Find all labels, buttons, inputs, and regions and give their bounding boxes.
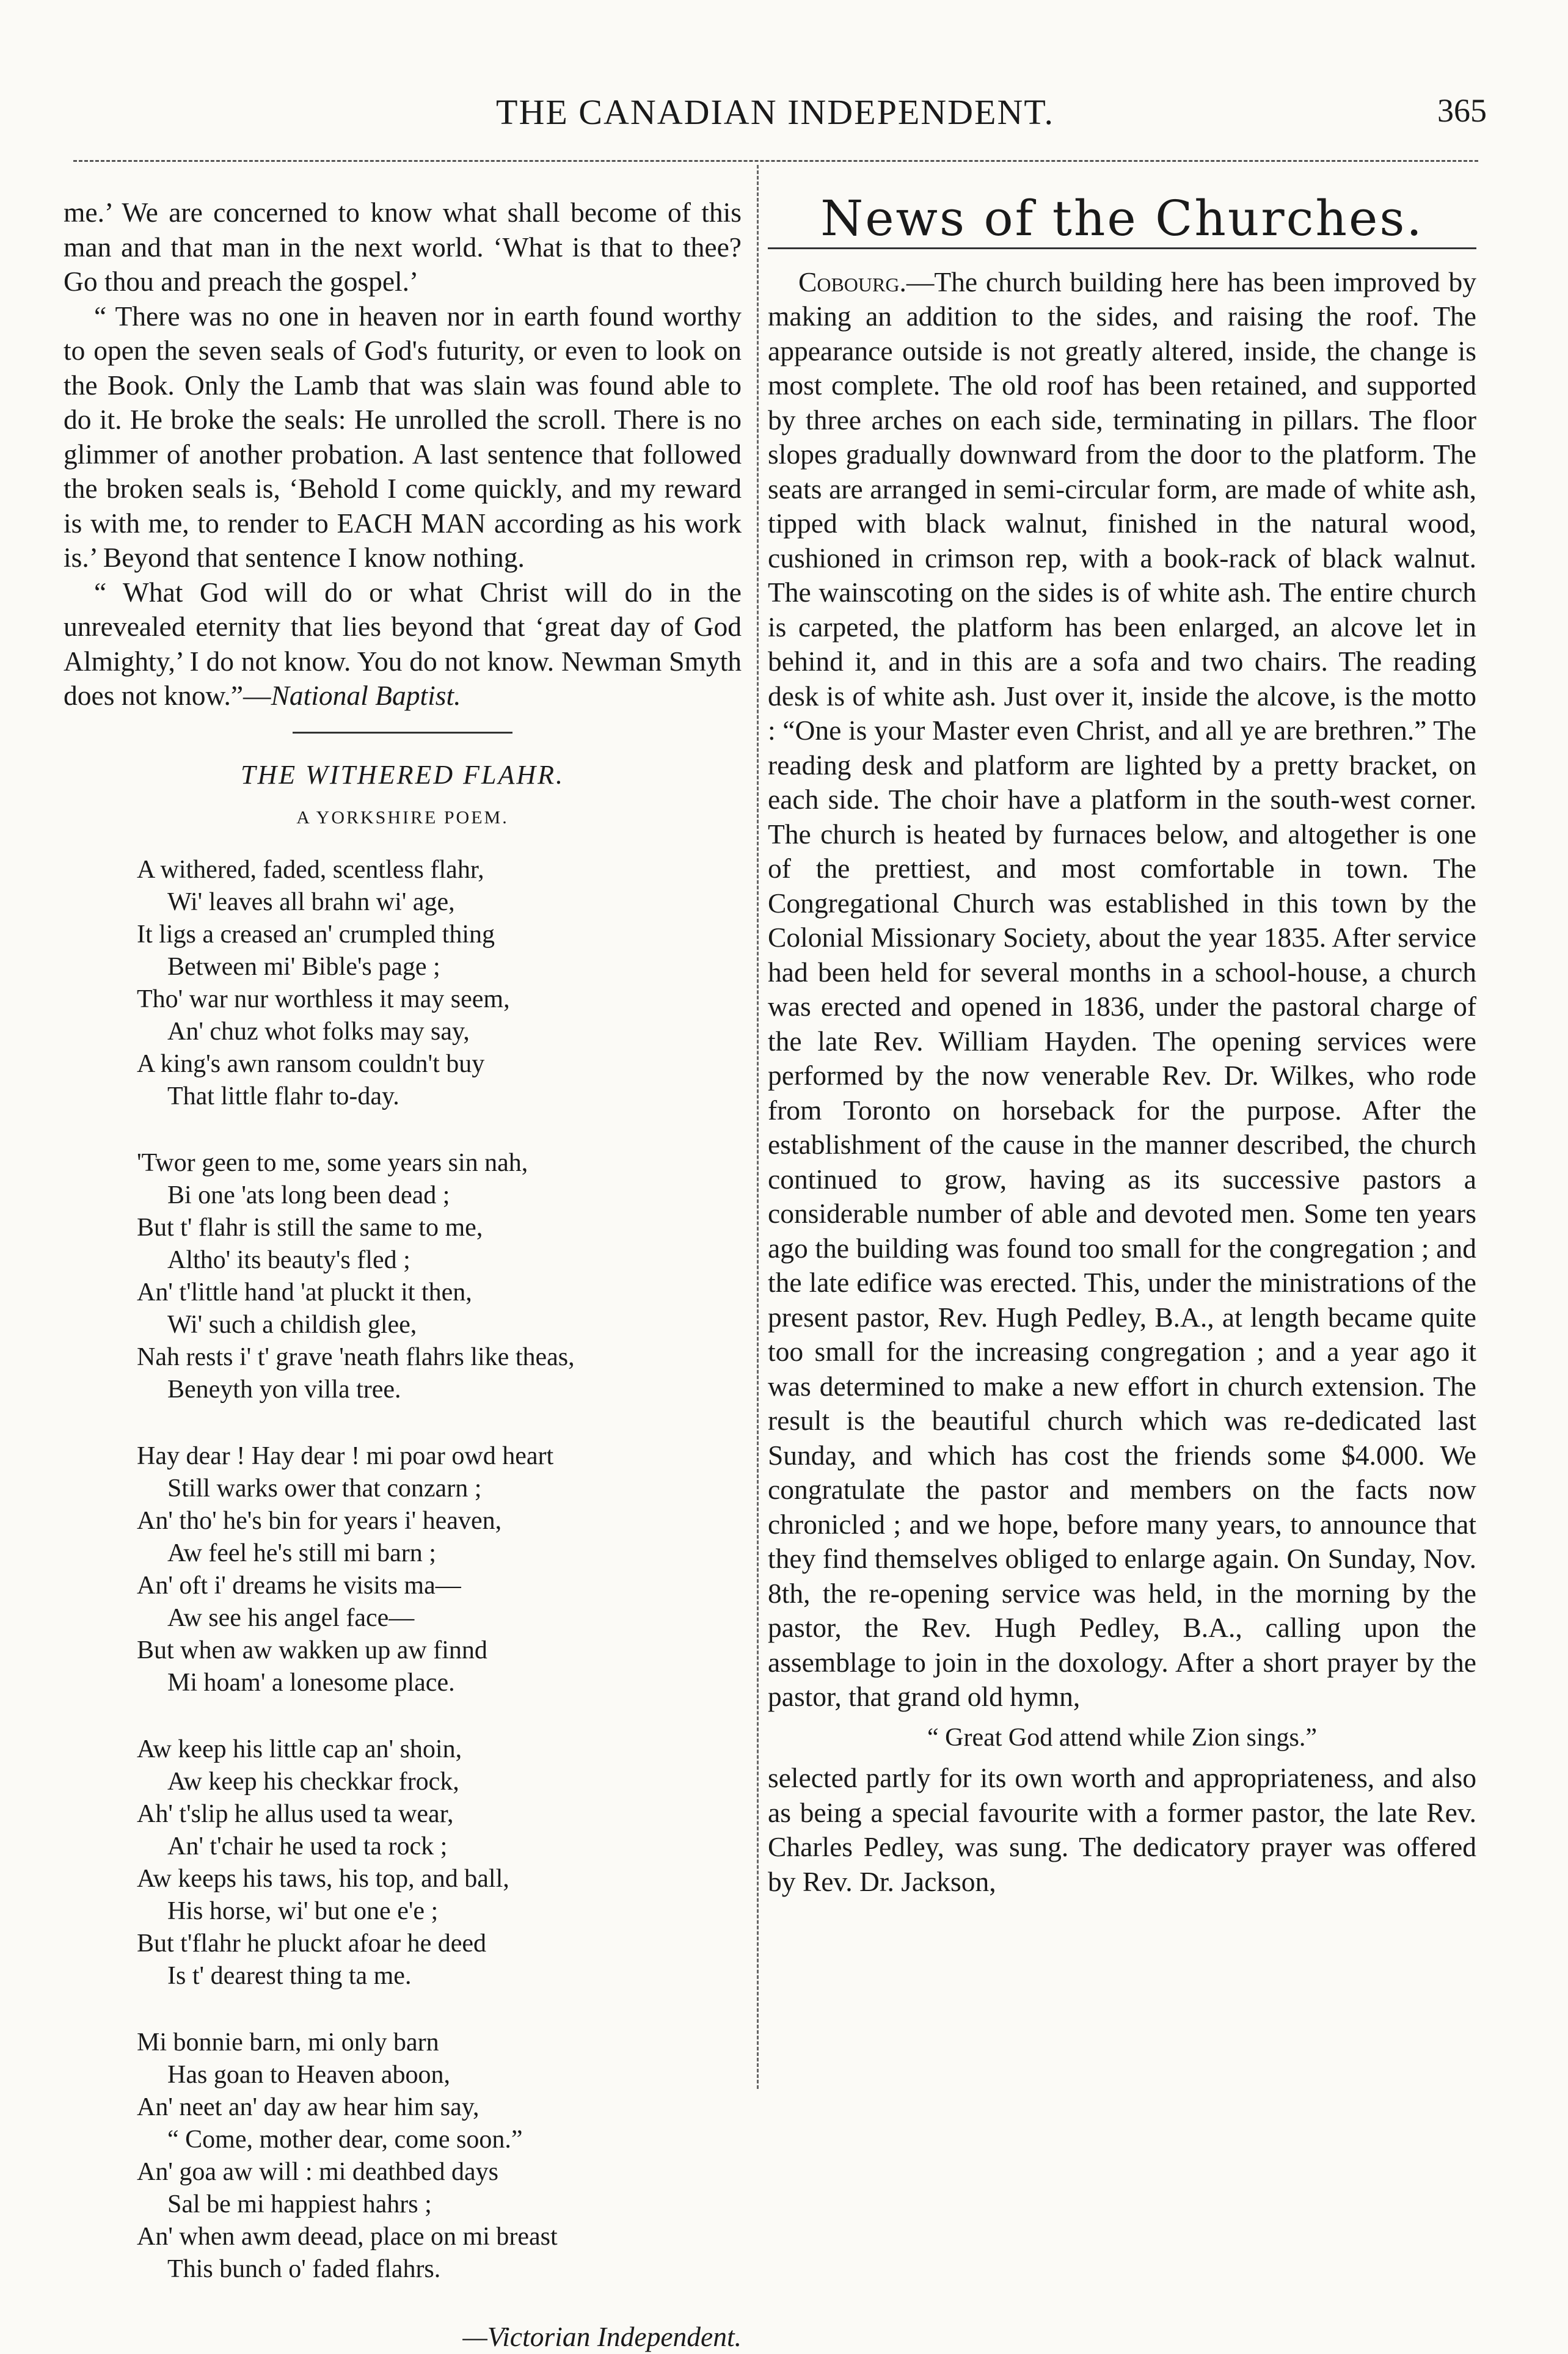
poem-line: His horse, wi' but one e'e ;: [137, 1895, 742, 1928]
journal-title: THE CANADIAN INDEPENDENT.: [64, 92, 1487, 133]
poem-line: Bi one 'ats long been dead ;: [137, 1179, 742, 1212]
right-column: [768, 202, 1476, 1899]
poem-line: Wi' leaves all brahn wi' age,: [137, 886, 742, 919]
intro-paragraph: me.’ We are concerned to know what shall become of this man and that man in the next world. ‘What is that to thee? Go thou and preach the gospel.’: [64, 195, 742, 299]
section-rule: [768, 247, 1476, 249]
poem-line: An' chuz whot folks may say,: [137, 1016, 742, 1048]
poem-line: An' oft i' dreams he visits ma—: [137, 1570, 742, 1602]
poem-line: Sal be mi happiest hahrs ;: [137, 2188, 742, 2221]
article-paragraph: Cobourg.—The church building here has been improved by making an addition to the sides, and raising the roof. The appearance outside is not greatly altered, inside, the change is most complete. The old roof has been retained, and supported by three arches on each side, terminating in pillars. The floor slopes gradually downward from the door to the platform. The seats are arranged in semi-circular form, are made of white ash, tipped with black walnut, finished in the natural wood, cushioned in crimson rep, with a book-rack of black walnut. The wainscoting on the sides is of white ash. The entire church is carpeted, the platform has been enlarged, an alcove let in behind it, and in this are a sofa and two chairs. The reading desk is of white ash. Just over it, inside the alcove, is the motto : “One is your Master even Christ, and all ye are brethren.” The reading desk and platform are lighted by a pretty bracket, on each side. The choir have a platform in the south-west corner. The church is heated by furnaces below, and altogether is one of the prettiest, and most comfortable in town. The Congregational Church was established in this town by the Colonial Missionary Society, about the year 1835. After service had been held for several months in a school-house, a church was erected and opened in 1836, under the pastoral charge of the late Rev. William Hayden. The opening services were performed by the now venerable Rev. Dr. Wilkes, who rode from Toronto on horseback for the purpose. After the establishment of the cause in the manner described, the church continued to grow, having as its successive pastors a considerable number of able and devoted men. Some ten years ago the building was found too small for the congregation ; and the late edifice was erected. This, under the ministrations of the present pastor, Rev. Hugh Pedley, B.A., at length became quite too small for the increasing congregation ; and a year ago it was determined to make a new effort in church extension. The result is the beautiful church which was re-dedicated last Sunday, and which has cost the friends some $4.000. We congratulate the pastor and members on the facts now chronicled ; and we hope, before many years, to announce that they find themselves obliged to enlarge again. On Sunday, Nov. 8th, the re-opening service was held, in the morning by the pastor, the Rev. Hugh Pedley, B.A., calling upon the assemblage to join in the doxology. After a short prayer by the pastor, that grand old hymn,: [768, 265, 1476, 1714]
poem-line: An' when awm deead, place on mi breast: [137, 2221, 742, 2253]
poem-line: Ah' t'slip he allus used ta wear,: [137, 1798, 742, 1831]
poem-title: THE WITHERED FLAHR.: [64, 758, 742, 793]
poem-body: [64, 854, 742, 2286]
poem-stanza: [137, 854, 742, 1113]
poem-line: An' goa aw will : mi deathbed days: [137, 2156, 742, 2188]
poem-line: But t' flahr is still the same to me,: [137, 1212, 742, 1244]
poem-line: Between mi' Bible's page ;: [137, 951, 742, 983]
poem-attribution: —Victorian Independent.: [64, 2320, 742, 2354]
poem-line: Nah rests i' t' grave 'neath flahrs like theas,: [137, 1341, 742, 1374]
poem-line: Aw keep his little cap an' shoin,: [137, 1733, 742, 1766]
left-column: [64, 195, 742, 2354]
poem-subtitle: A YORKSHIRE POEM.: [64, 801, 742, 836]
poem-line: An' neet an' day aw hear him say,: [137, 2091, 742, 2124]
poem-line: Hay dear ! Hay dear ! mi poar owd heart: [137, 1440, 742, 1473]
page-header: [64, 92, 1487, 140]
poem-line: Still warks ower that conzarn ;: [137, 1473, 742, 1505]
poem-line: An' t'chair he used ta rock ;: [137, 1831, 742, 1863]
intro-paragraph: “ What God will do or what Christ will do in the unrevealed eternity that lies beyond that ‘great day of God Almighty,’ I do not know. You do not know. Newman Smyth does not know.”—National Baptist.: [64, 575, 742, 713]
poem-stanza: [137, 1147, 742, 1406]
page-number: 365: [1437, 92, 1487, 129]
poem-line: Beneyth yon villa tree.: [137, 1374, 742, 1406]
poem-line: Mi hoam' a lonesome place.: [137, 1667, 742, 1699]
poem-line: This bunch o' faded flahrs.: [137, 2253, 742, 2286]
poem-line: “ Come, mother dear, come soon.”: [137, 2124, 742, 2156]
poem-line: Aw keep his checkkar frock,: [137, 1766, 742, 1798]
poem-line: A withered, faded, scentless flahr,: [137, 854, 742, 886]
intro-attribution: National Baptist.: [271, 680, 461, 711]
poem-stanza: [137, 2027, 742, 2286]
poem-line: That little flahr to-day.: [137, 1080, 742, 1113]
poem-line: Mi bonnie barn, mi only barn: [137, 2027, 742, 2059]
poem-line: Aw keeps his taws, his top, and ball,: [137, 1863, 742, 1895]
header-rule: [73, 160, 1478, 162]
poem-stanza: [137, 1733, 742, 1992]
poem-line: But t'flahr he pluckt afoar he deed: [137, 1928, 742, 1960]
column-divider: [757, 165, 759, 2089]
hymn-line: “ Great God attend while Zion sings.”: [768, 1721, 1476, 1755]
poem-line: Wi' such a childish glee,: [137, 1309, 742, 1341]
section-separator: [293, 732, 512, 734]
poem-line: A king's awn ransom couldn't buy: [137, 1048, 742, 1080]
section-title: News of the Churches.: [768, 202, 1476, 236]
poem-line: Is t' dearest thing ta me.: [137, 1960, 742, 1992]
poem-line: It ligs a creased an' crumpled thing: [137, 919, 742, 951]
poem-line: An' tho' he's bin for years i' heaven,: [137, 1505, 742, 1537]
poem-line: Altho' its beauty's fled ;: [137, 1244, 742, 1277]
poem-line: Tho' war nur worthless it may seem,: [137, 983, 742, 1016]
intro-paragraph: “ There was no one in heaven nor in earth found worthy to open the seven seals of God's futurity, or even to look on the Book. Only the Lamb that was slain was found able to do it. He broke the seals: He unrolled the scroll. There is no glimmer of another probation. A last sentence that followed the broken seals is, ‘Behold I come quickly, and my reward is with me, to render to EACH MAN according as his work is.’ Beyond that sentence I know nothing.: [64, 299, 742, 575]
poem-stanza: [137, 1440, 742, 1699]
article-paragraph: selected partly for its own worth and appropriateness, and also as being a special favourite with a former pastor, the late Rev. Charles Pedley, was sung. The dedicatory prayer was offered by Rev. Dr. Jackson,: [768, 1761, 1476, 1899]
poem-line: Aw feel he's still mi barn ;: [137, 1537, 742, 1570]
poem-line: An' t'little hand 'at pluckt it then,: [137, 1277, 742, 1309]
poem-line: Has goan to Heaven aboon,: [137, 2059, 742, 2091]
poem-line: 'Twor geen to me, some years sin nah,: [137, 1147, 742, 1179]
lead-word: Cobourg.: [798, 266, 906, 297]
poem-line: But when aw wakken up aw finnd: [137, 1634, 742, 1667]
poem-line: Aw see his angel face—: [137, 1602, 742, 1634]
